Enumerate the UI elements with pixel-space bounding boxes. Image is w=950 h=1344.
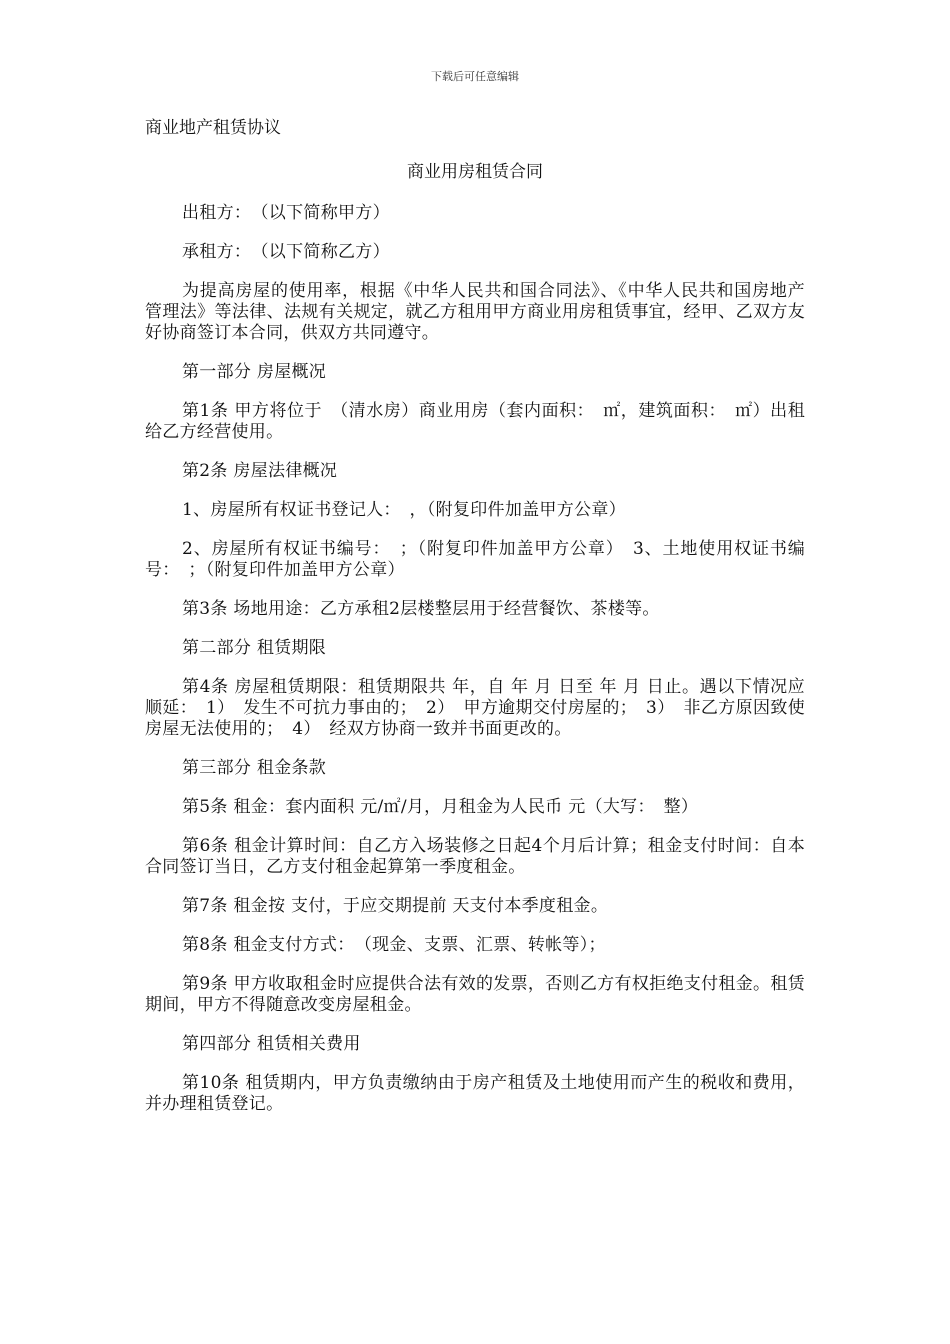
header-note: 下载后可任意编辑 bbox=[431, 70, 519, 83]
document-title: 商业地产租赁协议 bbox=[145, 118, 281, 138]
section-heading-part-4: 第四部分 租赁相关费用 bbox=[182, 1034, 361, 1054]
article-9: 第9条 甲方收取租金时应提供合法有效的发票，否则乙方有权拒绝支付租金。租赁期间，甲方不得随意改变房屋租金。 bbox=[145, 974, 805, 1015]
lessee-line: 承租方： （以下简称乙方） bbox=[182, 242, 390, 262]
section-heading-part-1: 第一部分 房屋概况 bbox=[182, 362, 327, 382]
section-heading-part-2: 第二部分 租赁期限 bbox=[182, 638, 327, 658]
article-2-item-2-3: 2、房屋所有权证书编号： ；（附复印件加盖甲方公章） 3、土地使用权证书编号： ；（附复印件加盖甲方公章） bbox=[145, 539, 805, 580]
section-heading-part-3: 第三部分 租金条款 bbox=[182, 758, 327, 778]
contract-title: 商业用房租赁合同 bbox=[407, 162, 543, 182]
article-3: 第3条 场地用途：乙方承租2层楼整层用于经营餐饮、茶楼等。 bbox=[182, 599, 660, 619]
article-1: 第1条 甲方将位于 （清水房）商业用房（套内面积： ㎡，建筑面积： ㎡）出租给乙方经营使用。 bbox=[145, 401, 805, 442]
lessor-line: 出租方： （以下简称甲方） bbox=[182, 203, 390, 223]
article-2-item-1: 1、房屋所有权证书登记人： ，（附复印件加盖甲方公章） bbox=[182, 500, 626, 520]
article-10: 第10条 租赁期内，甲方负责缴纳由于房产租赁及土地使用而产生的税收和费用，并办理租赁登记。 bbox=[145, 1073, 805, 1114]
article-4: 第4条 房屋租赁期限：租赁期限共 年，自 年 月 日至 年 月 日止。遇以下情况应顺延： 1） 发生不可抗力事由的； 2） 甲方逾期交付房屋的； 3） 非乙方原因致使房屋无法使用的； 4） 经双方协商一致并书面更改的。 bbox=[145, 677, 805, 739]
preamble-paragraph: 为提高房屋的使用率，根据《中华人民共和国合同法》、《中华人民共和国房地产管理法》等法律、法规有关规定，就乙方租用甲方商业用房租赁事宜，经甲、乙双方友好协商签订本合同，供双方共同遵守。 bbox=[145, 281, 805, 343]
document-body bbox=[145, 116, 805, 1133]
article-2: 第2条 房屋法律概况 bbox=[182, 461, 338, 481]
article-7: 第7条 租金按 支付，于应交期提前 天支付本季度租金。 bbox=[182, 896, 609, 916]
article-5: 第5条 租金：套内面积 元/㎡/月，月租金为人民币 元（大写： 整） bbox=[182, 797, 699, 817]
article-8: 第8条 租金支付方式： （现金、支票、汇票、转帐等）； bbox=[182, 935, 606, 955]
article-6: 第6条 租金计算时间：自乙方入场装修之日起4个月后计算；租金支付时间：自本合同签订当日，乙方支付租金起算第一季度租金。 bbox=[145, 836, 805, 877]
